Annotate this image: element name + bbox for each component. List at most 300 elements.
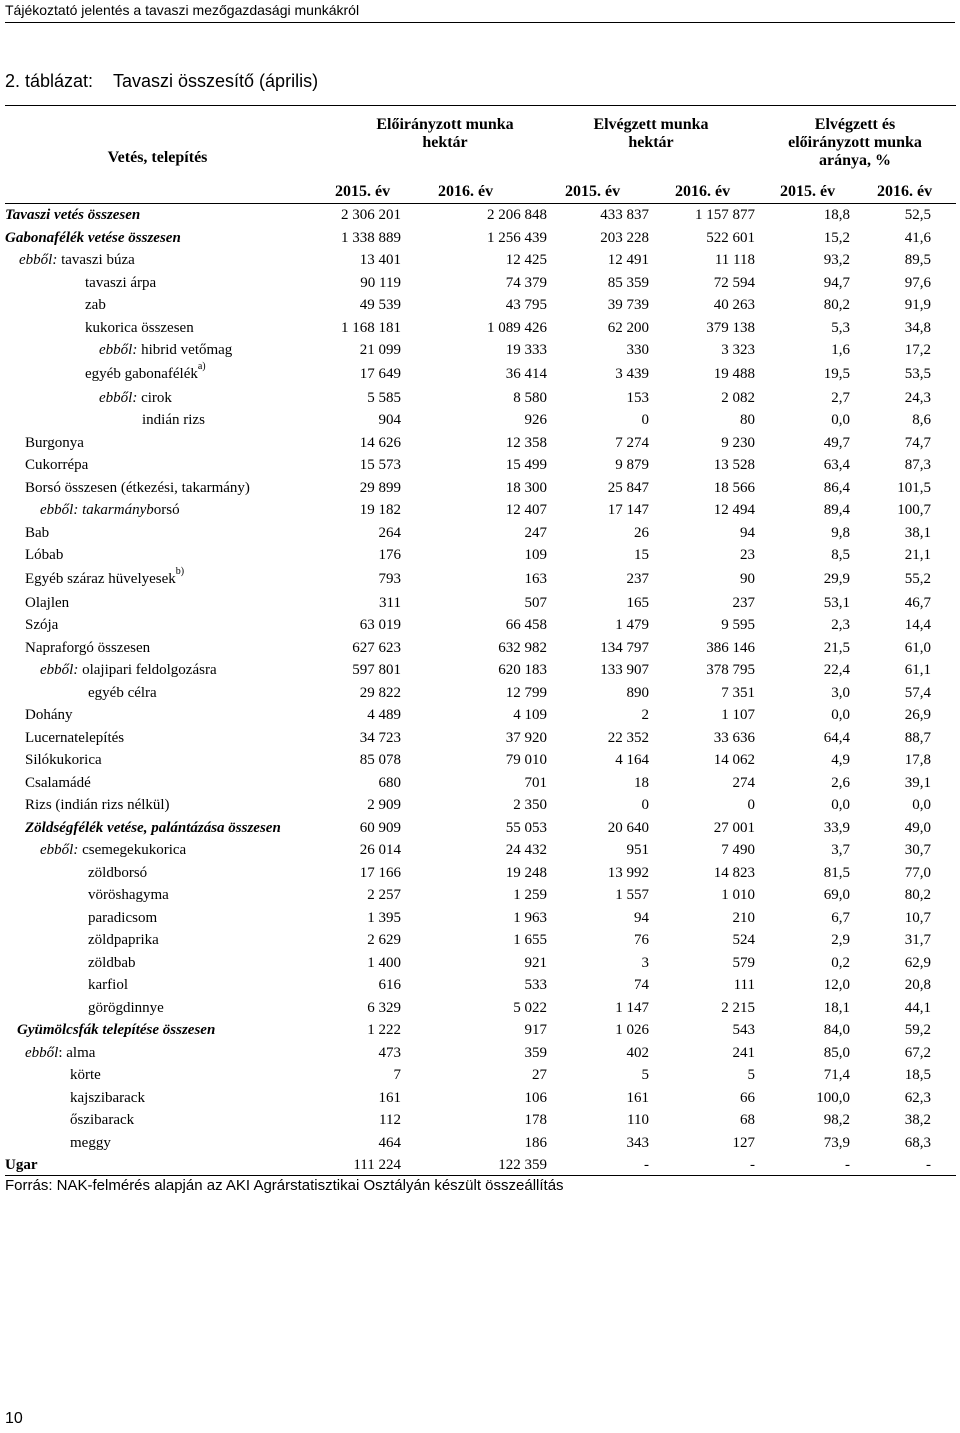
row-label-text: tavaszi búza — [57, 252, 135, 268]
table-cell: 12 358 — [505, 434, 547, 451]
table-row — [5, 409, 956, 432]
year-header: 2015. év — [565, 183, 621, 200]
table-cell: 161 — [378, 1089, 401, 1106]
row-label-text: karfiol — [88, 977, 128, 993]
table-cell: 2 909 — [367, 797, 401, 813]
source-note: Forrás: NAK-felmérés alapján az AKI Agrárstatisztikai Osztályán készült összeállítás — [5, 1177, 564, 1194]
table-row — [5, 839, 956, 862]
table-cell: 163 — [524, 570, 547, 587]
row-label — [25, 727, 124, 750]
table-cell: 133 907 — [600, 662, 649, 678]
table-cell: 85,0 — [823, 1044, 850, 1061]
row-label — [88, 884, 169, 907]
table-cell: - — [750, 1157, 755, 1173]
table-cell: 34,8 — [904, 319, 931, 336]
table-row — [5, 1019, 956, 1042]
table-cell: 18,8 — [823, 207, 850, 223]
row-label-text: Csalamádé — [25, 774, 91, 791]
row-label — [25, 544, 63, 567]
row-label — [19, 249, 135, 272]
row-header-label: Vetés, telepítés — [107, 149, 208, 166]
table-cell: 127 — [732, 1134, 755, 1151]
table-cell: 4 164 — [615, 752, 649, 768]
row-label — [5, 227, 181, 250]
table-row — [5, 794, 956, 817]
table-cell: 402 — [626, 1044, 649, 1061]
row-label — [70, 1109, 134, 1132]
row-label-text: tavaszi árpa — [85, 274, 157, 291]
table-bottom-rule — [5, 1175, 956, 1176]
table-cell: 522 601 — [706, 229, 755, 246]
table-cell: 86,4 — [823, 479, 850, 496]
table-cell: 109 — [524, 547, 547, 563]
table-cell: 53,5 — [904, 365, 931, 382]
table-cell: 31,7 — [904, 932, 931, 948]
row-label-text: zöldbab — [88, 954, 136, 971]
table-cell: 44,1 — [904, 999, 931, 1016]
row-label — [25, 592, 69, 615]
table-cell: 1 147 — [615, 999, 649, 1016]
table-row — [5, 317, 956, 340]
table-cell: 5 585 — [367, 389, 401, 406]
table-cell: 247 — [524, 524, 547, 541]
table-cell: 134 797 — [600, 639, 649, 656]
table-cell: 26 — [634, 524, 649, 541]
table-cell: 81,5 — [823, 864, 850, 881]
row-label-text: körte — [70, 1067, 101, 1083]
row-label — [25, 1042, 95, 1065]
table-cell: 890 — [626, 684, 649, 701]
table-cell: 161 — [626, 1089, 649, 1106]
row-label — [25, 749, 102, 772]
group-line: előirányzott munka — [788, 134, 922, 151]
table-cell: 3 439 — [615, 365, 649, 382]
row-label-prefix: ebből: — [19, 252, 58, 268]
table-cell: 951 — [626, 842, 649, 858]
row-label — [25, 704, 73, 727]
row-label-text: Borsó összesen (étkezési, takarmány) — [25, 479, 250, 496]
table-row — [5, 544, 956, 567]
table-cell: 27 — [532, 1067, 547, 1083]
row-label — [85, 362, 206, 387]
table-cell: 12 799 — [505, 684, 547, 701]
table-cell: 237 — [732, 594, 755, 611]
table-cell: 111 224 — [353, 1157, 401, 1173]
row-label-text: : alma — [58, 1044, 96, 1061]
table-cell: 793 — [378, 570, 401, 587]
row-label — [88, 907, 157, 930]
table-row — [5, 522, 956, 545]
table-cell: 46,7 — [904, 594, 931, 611]
table-title-text: Tavaszi összesítő (április) — [113, 71, 319, 91]
table-cell: 19,5 — [823, 365, 850, 382]
year-header: 2015. év — [335, 183, 391, 200]
table-cell: 37 920 — [505, 729, 547, 746]
table-cell: 17,8 — [904, 752, 931, 768]
table-cell: 93,2 — [823, 252, 850, 268]
table-cell: 74 — [634, 977, 649, 993]
row-label-text: Gabonafélék vetése összesen — [5, 229, 181, 246]
table-cell: 473 — [378, 1044, 401, 1061]
table-cell: 17 649 — [359, 365, 401, 382]
table-cell: 89,5 — [904, 252, 931, 268]
table-row — [5, 339, 956, 362]
table-cell: 64,4 — [823, 729, 850, 746]
table-cell: 2,7 — [831, 389, 850, 406]
table-cell: 59,2 — [904, 1022, 931, 1038]
table-cell: 26 014 — [359, 842, 401, 858]
group-line: Elvégzett munka — [593, 116, 709, 133]
year-header: 2016. év — [675, 183, 731, 200]
table-label: 2. táblázat: — [5, 71, 94, 91]
table-cell: 66 — [740, 1089, 755, 1106]
table-cell: 176 — [378, 547, 401, 563]
table-cell: 0 — [747, 797, 755, 813]
table-row — [5, 704, 956, 727]
group-line: Előirányzott munka — [376, 116, 514, 133]
year-header: 2016. év — [877, 183, 933, 200]
table-cell: 85 359 — [607, 274, 649, 291]
table-cell: 9 230 — [721, 434, 755, 451]
table-cell: 3,7 — [831, 842, 850, 858]
table-cell: 18 300 — [505, 479, 547, 496]
table-cell: 14,4 — [904, 617, 931, 633]
row-label-text: görögdinnye — [88, 999, 164, 1016]
table-cell: 921 — [524, 954, 547, 971]
table-cell: 91,9 — [904, 297, 931, 313]
row-label — [88, 974, 128, 997]
table-cell: 1 089 426 — [487, 319, 547, 336]
table-cell: 49 539 — [359, 297, 401, 313]
table-cell: 89,4 — [823, 502, 850, 518]
table-cell: 153 — [626, 389, 649, 406]
table-cell: 2 — [641, 707, 649, 723]
table-row — [5, 1154, 956, 1177]
table-row — [5, 749, 956, 772]
table-cell: 29,9 — [823, 570, 850, 587]
table-cell: 15 499 — [505, 457, 547, 473]
table-cell: 2 257 — [367, 887, 401, 903]
table-cell: 73,9 — [823, 1134, 850, 1151]
table-cell: 63,4 — [823, 457, 850, 473]
table-cell: 1 655 — [513, 932, 547, 948]
table-cell: 85 078 — [359, 752, 401, 768]
table-cell: 0 — [641, 797, 649, 813]
table-title — [5, 71, 318, 92]
table-cell: 79 010 — [505, 752, 547, 768]
table-cell: 22 352 — [607, 729, 649, 746]
table-row — [5, 862, 956, 885]
table-cell: 87,3 — [904, 457, 931, 473]
table-cell: 0,0 — [831, 797, 850, 813]
table-cell: 264 — [378, 524, 401, 541]
row-label-prefix: ebből: — [99, 389, 138, 406]
row-label — [88, 682, 157, 705]
table-row — [5, 432, 956, 455]
table-cell: 4 109 — [513, 707, 547, 723]
table-row — [5, 929, 956, 952]
row-label — [5, 204, 140, 227]
table-cell: 627 623 — [352, 639, 401, 656]
table-cell: 18,5 — [904, 1067, 931, 1083]
table-cell: 186 — [524, 1134, 547, 1151]
table-header — [5, 105, 956, 204]
table-cell: 23 — [740, 547, 755, 563]
year-header: 2015. év — [780, 183, 836, 200]
table-cell: 2 306 201 — [341, 207, 401, 223]
running-header: Tájékoztató jelentés a tavaszi mezőgazdasági munkákról — [5, 2, 360, 18]
row-label-text: Zöldségfélék vetése, palántázása összesen — [25, 819, 281, 836]
table-cell: 379 138 — [706, 319, 755, 336]
table-cell: 62,9 — [904, 954, 931, 971]
table-cell: 34 723 — [359, 729, 401, 746]
group-line: Elvégzett és — [814, 116, 896, 133]
row-label — [85, 272, 156, 295]
column-group-ratio — [760, 116, 950, 170]
page-number: 10 — [5, 1410, 23, 1427]
table-cell: 8 580 — [513, 389, 547, 406]
table-cell: 1 400 — [367, 954, 401, 971]
table-cell: 18 566 — [713, 479, 755, 496]
row-label — [88, 929, 159, 952]
table-cell: 24 432 — [505, 842, 547, 858]
table-cell: 122 359 — [498, 1157, 547, 1173]
table-cell: 39,1 — [904, 774, 931, 791]
table-cell: 3 — [641, 954, 649, 971]
table-cell: 22,4 — [823, 662, 850, 678]
row-label-text: zöldborsó — [88, 864, 148, 881]
table-cell: 237 — [626, 570, 649, 587]
row-label-text: zöldpaprika — [88, 932, 159, 948]
table-row — [5, 727, 956, 750]
row-label-text: Bab — [25, 524, 50, 541]
row-label-text: Ugar — [5, 1157, 38, 1173]
row-label-prefix: ebből: — [40, 662, 79, 678]
table-cell: 52,5 — [904, 207, 931, 223]
table-cell: 66 458 — [505, 617, 547, 633]
table-row — [5, 974, 956, 997]
table-cell: 53,1 — [823, 594, 850, 611]
table-cell: 62 200 — [607, 319, 649, 336]
table-cell: 1 479 — [615, 617, 649, 633]
row-label-text: Cukorrépa — [25, 457, 89, 473]
table-cell: 101,5 — [897, 479, 931, 496]
row-label-text: Rizs (indián rizs nélkül) — [25, 797, 170, 813]
table-cell: 524 — [732, 932, 755, 948]
table-cell: 41,6 — [904, 229, 931, 246]
group-line: hektár — [628, 134, 674, 151]
table-row — [5, 227, 956, 250]
table-cell: 62,3 — [904, 1089, 931, 1106]
table-row — [5, 682, 956, 705]
table-row — [5, 204, 956, 227]
table-cell: 55,2 — [904, 570, 931, 587]
table-cell: 2,3 — [831, 617, 850, 633]
table-row — [5, 1087, 956, 1110]
table-cell: 76 — [634, 932, 649, 948]
table-cell: 5 022 — [513, 999, 547, 1016]
table-cell: 12 491 — [607, 252, 649, 268]
row-label — [142, 409, 205, 432]
table-cell: 14 626 — [359, 434, 401, 451]
row-label-text: Gyümölcsfák telepítése összesen — [17, 1022, 216, 1038]
table-cell: 17 147 — [607, 502, 649, 518]
group-line: hektár — [422, 134, 468, 151]
table-cell: 61,1 — [904, 662, 931, 678]
row-label — [99, 339, 232, 362]
row-label-text: zab — [85, 297, 106, 313]
table-cell: 106 — [524, 1089, 547, 1106]
table-cell: 0,0 — [831, 707, 850, 723]
column-group-done — [571, 116, 731, 152]
table-cell: 7 351 — [721, 684, 755, 701]
table-cell: 77,0 — [904, 864, 931, 881]
table-cell: 0,0 — [831, 412, 850, 428]
row-label-text: orsó — [153, 502, 180, 518]
row-label-text: vöröshagyma — [88, 887, 169, 903]
row-label-text: hibrid vetőmag — [137, 342, 233, 358]
table-cell: 61,0 — [904, 639, 931, 656]
table-row — [5, 454, 956, 477]
row-label-text: meggy — [70, 1134, 111, 1151]
table-cell: 63 019 — [359, 617, 401, 633]
table-cell: 9 879 — [615, 457, 649, 473]
table-cell: 4 489 — [367, 707, 401, 723]
table-cell: 80,2 — [904, 887, 931, 903]
table-cell: 1 157 877 — [695, 207, 755, 223]
table-cell: 0,2 — [831, 954, 850, 971]
row-label — [85, 294, 106, 317]
table-row — [5, 772, 956, 795]
table-cell: 94 — [740, 524, 755, 541]
table-cell: 97,6 — [904, 274, 931, 291]
table-cell: 74,7 — [904, 434, 931, 451]
table-cell: 21 099 — [359, 342, 401, 358]
table-cell: 620 183 — [498, 662, 547, 678]
table-row — [5, 997, 956, 1020]
table-cell: 74 379 — [505, 274, 547, 291]
table-cell: 904 — [378, 412, 401, 428]
table-cell: 27 001 — [713, 819, 755, 836]
table-cell: 6 329 — [367, 999, 401, 1016]
table-row — [5, 952, 956, 975]
table-body — [5, 204, 956, 1177]
row-label-text: Tavaszi vetés összesen — [5, 207, 141, 223]
row-label-text: olajipari feldolgozásra — [78, 662, 217, 678]
row-label-text: őszibarack — [70, 1112, 135, 1128]
table-cell: 111 — [733, 977, 755, 993]
table-row — [5, 387, 956, 410]
table-cell: 88,7 — [904, 729, 931, 746]
table-cell: 1 107 — [721, 707, 755, 723]
table-cell: 29 899 — [359, 479, 401, 496]
table-cell: 616 — [378, 977, 401, 993]
row-label-prefix: ebből — [25, 1044, 59, 1061]
row-label — [70, 1064, 101, 1087]
table-cell: 18 — [634, 774, 649, 791]
footnote-marker: a) — [197, 360, 206, 372]
table-cell: 55 053 — [505, 819, 547, 836]
table-row — [5, 362, 956, 387]
table-cell: 464 — [378, 1134, 401, 1151]
table-cell: 7 — [393, 1067, 401, 1083]
table-cell: 10,7 — [904, 909, 931, 926]
table-cell: 5 — [641, 1067, 649, 1083]
table-cell: 11 118 — [714, 252, 755, 268]
table-cell: 311 — [379, 594, 401, 611]
table-cell: 1 338 889 — [341, 229, 401, 246]
table-row — [5, 659, 956, 682]
row-label — [88, 952, 135, 975]
table-cell: 19 333 — [505, 342, 547, 358]
table-cell: 19 182 — [359, 502, 401, 518]
table-cell: 9 595 — [721, 617, 755, 633]
row-label — [99, 387, 172, 410]
table-cell: 926 — [524, 412, 547, 428]
table-cell: 38,2 — [904, 1112, 931, 1128]
table-cell: 12 407 — [505, 502, 547, 518]
table-cell: 1 557 — [615, 887, 649, 903]
table-cell: 24,3 — [904, 389, 931, 406]
table-cell: 2 206 848 — [487, 207, 547, 223]
table-cell: 68 — [740, 1112, 755, 1128]
table-cell: 13 401 — [359, 252, 401, 268]
row-label — [70, 1132, 111, 1155]
row-label — [25, 772, 91, 795]
table-cell: 90 — [740, 570, 755, 587]
table-cell: 0 — [641, 412, 649, 428]
table-row — [5, 272, 956, 295]
table-row — [5, 817, 956, 840]
table-cell: 210 — [732, 909, 755, 926]
table-cell: 533 — [524, 977, 547, 993]
table-row — [5, 249, 956, 272]
table-cell: 203 228 — [600, 229, 649, 246]
table-cell: 80,2 — [823, 297, 850, 313]
row-label — [25, 817, 281, 840]
header-rule — [5, 22, 955, 23]
row-label — [85, 317, 194, 340]
table-cell: 33,9 — [823, 819, 850, 836]
table-cell: - — [644, 1157, 649, 1173]
year-header: 2016. év — [438, 183, 494, 200]
table-row — [5, 499, 956, 522]
table-cell: 5 — [747, 1067, 755, 1083]
table-cell: 98,2 — [823, 1112, 850, 1128]
table-cell: 2 215 — [721, 999, 755, 1016]
table-cell: 1 256 439 — [487, 229, 547, 246]
table-cell: 100,7 — [897, 502, 931, 518]
row-label-text: kukorica összesen — [85, 319, 194, 336]
table-cell: 13 992 — [607, 864, 649, 881]
row-label-text: indián rizs — [142, 412, 205, 428]
row-label-prefix: ebből: takarmányb — [40, 502, 154, 518]
table-cell: 36 414 — [505, 365, 547, 382]
row-label-text: kajszibarack — [70, 1089, 145, 1106]
table-cell: 543 — [732, 1022, 755, 1038]
row-label — [25, 454, 88, 477]
table-cell: 17,2 — [904, 342, 931, 358]
footnote-marker: b) — [175, 565, 185, 577]
table-cell: 90 119 — [360, 274, 401, 291]
table-cell: 12,0 — [823, 977, 850, 993]
table-cell: 330 — [626, 342, 649, 358]
table-cell: 3,0 — [831, 684, 850, 701]
table-cell: 17 166 — [359, 864, 401, 881]
row-label-text: paradicsom — [88, 909, 158, 926]
table-cell: 67,2 — [904, 1044, 931, 1061]
table-cell: 3 323 — [721, 342, 755, 358]
